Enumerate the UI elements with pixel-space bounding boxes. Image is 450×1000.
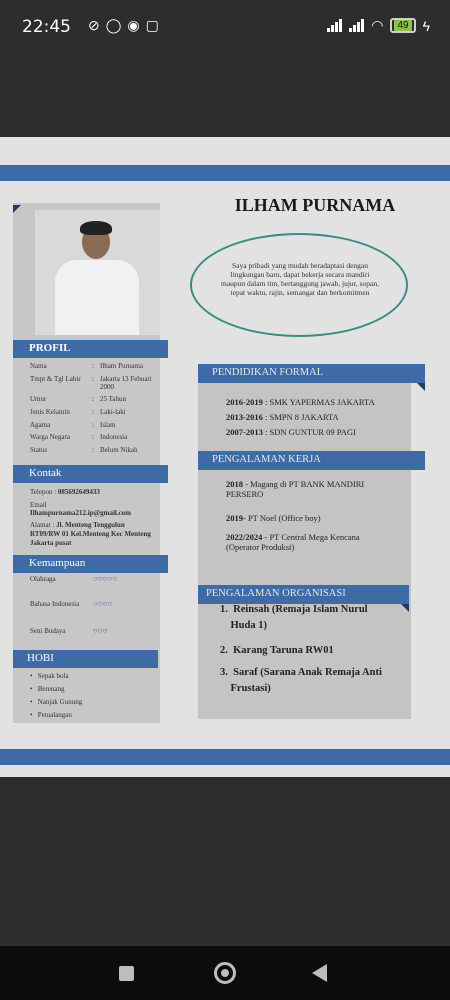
profil-header: PROFIL — [13, 340, 168, 358]
organization-item: 1. Reinsah (Remaja Islam Nurul Huda 1) — [220, 604, 368, 631]
profile-photo — [35, 210, 160, 335]
alamat-line-3: Jakarta pusat — [30, 539, 72, 547]
cv-document[interactable] — [0, 137, 450, 777]
bottom-band — [0, 749, 450, 765]
email-value: Ilhampurnama212.ip@gmail.com — [30, 509, 132, 517]
profil-row: Jenis Kelamin : Laki-laki — [30, 408, 126, 416]
charging-icon: ϟ — [422, 17, 430, 34]
summary-text: Saya pribadi yang mudah beradaptasi dengan lingkungan baru, dapat bekerja secara mandiri maupun dalam tim, bertanggung jawab, jujur, sopan, tepat waktu, rajin, semangat dan berkomitmen — [221, 261, 379, 297]
kerja-header: PENGALAMAN KERJA — [198, 451, 425, 470]
organization-item: 2. Karang Taruna RW01 — [220, 645, 334, 656]
work-item-cont: PERSERO — [226, 489, 264, 499]
email-label: Email — [30, 501, 47, 509]
profil-row: Agama : Islam — [30, 421, 116, 429]
skill-rating: ○○○○ — [93, 599, 113, 608]
kemampuan-header: Kemampuan — [13, 555, 168, 573]
messenger-icon: ◉ — [127, 17, 140, 33]
status-bar — [0, 0, 450, 56]
profil-row: Nama : Ilham Purnama — [30, 362, 143, 370]
wifi-icon: ◠ — [371, 17, 384, 33]
signal-icon — [327, 19, 342, 32]
education-item: 2016-2019 : SMK YAPERMAS JAKARTA — [226, 397, 375, 407]
status-time: 22:45 — [22, 17, 71, 37]
skill-rating: ○○○ — [93, 626, 108, 635]
kontak-header: Kontak — [13, 465, 168, 483]
signal-icon-2 — [349, 19, 364, 32]
profil-row: Umur : 25 Tahun — [30, 395, 127, 403]
organization-item: 3. Saraf (Sarana Anak Remaja Anti Frustasi) — [220, 667, 382, 694]
education-item: 2013-2016 : SMPN 8 JAKARTA — [226, 412, 339, 422]
education-item: 2007-2013 : SDN GUNTUR 09 PAGI — [226, 427, 356, 437]
hobby-item: • Berenang — [30, 685, 65, 693]
profil-row: Tmpt & Tgl Lahir : Jakarta 13 Febuari 2000 — [30, 375, 152, 391]
alamat-row: Alamat : Jl. Menteng Tenggulun — [30, 521, 125, 529]
organisasi-header: PENGALAMAN ORGANISASI — [198, 585, 409, 604]
work-item-cont: (Operator Produksi) — [226, 542, 295, 552]
hobby-item: • Nanjak Gunung — [30, 698, 83, 706]
hobby-item: • Petualangan — [30, 711, 72, 719]
work-item: 2018 - Magang di PT BANK MANDIRI — [226, 479, 365, 489]
profil-row: Status : Belum Nikah — [30, 446, 138, 454]
instagram-icon: ▢ — [145, 17, 159, 33]
pendidikan-header: PENDIDIKAN FORMAL — [198, 364, 425, 383]
hobi-header: HOBI — [13, 650, 158, 668]
skill-item: Olahraga ○○○○○ — [30, 574, 118, 583]
skill-rating: ○○○○○ — [93, 574, 118, 583]
navigation-bar — [0, 946, 450, 1000]
skill-item: Seni Budaya ○○○ — [30, 626, 108, 635]
work-item: 2022/2024 - PT Central Mega Kencana — [226, 532, 360, 542]
alamat-line-2: RT09/RW 01 Kel.Menteng Kec Menteng — [30, 530, 151, 538]
whatsapp-icon: ◯ — [105, 17, 122, 33]
skill-item: Bahasa Indonesia ○○○○ — [30, 599, 113, 608]
top-band — [0, 165, 450, 181]
home-icon[interactable] — [214, 962, 236, 984]
work-item: 2019- PT Noel (Office boy) — [226, 513, 321, 523]
battery-icon: 49 — [390, 18, 415, 33]
hobby-item: • Sepak bola — [30, 672, 69, 680]
recent-apps-icon[interactable] — [119, 966, 134, 981]
muted-alarm-icon: ⊘ — [88, 17, 100, 33]
telepon-row: Telepon : 085692649433 — [30, 488, 100, 496]
cv-name-title: ILHAM PURNAMA — [234, 195, 396, 215]
profil-row: Warga Negara : Indonesia — [30, 433, 128, 441]
back-icon[interactable] — [312, 964, 327, 982]
corner-flag — [13, 205, 21, 213]
